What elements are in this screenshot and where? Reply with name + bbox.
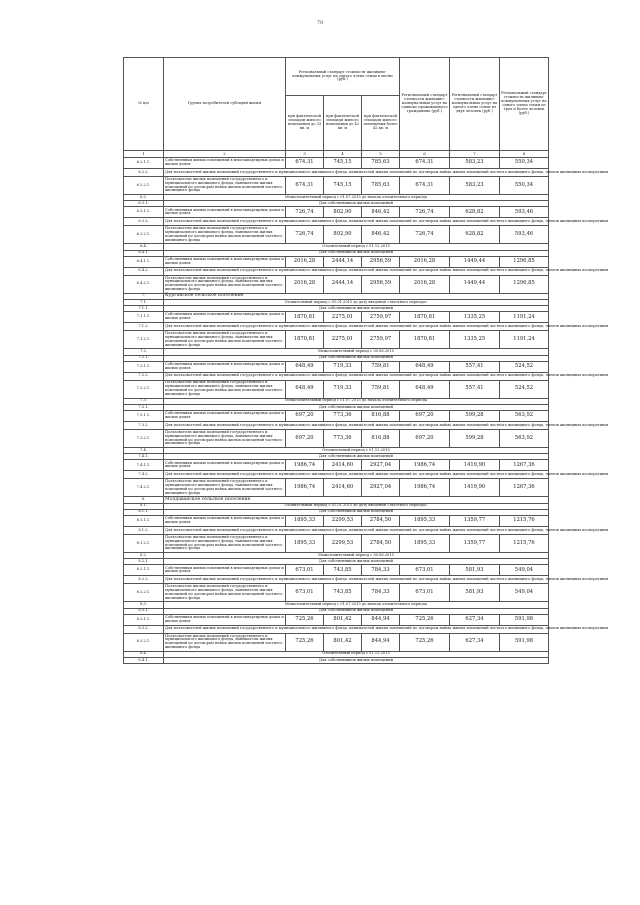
subgroup-heading: Для пользователей жилых помещений государственного и муниципального жилищного фонда, нанимателей жилых помещений по договорам найма жилых помещений частного жилищного фонда, членов жилищных кооперативов <box>164 422 549 430</box>
value-cell: 2759,97 <box>362 312 400 323</box>
table-row <box>124 312 549 323</box>
value-cell: 773,36 <box>324 430 362 448</box>
value-cell: 599,28 <box>450 430 500 448</box>
value-cell: 846,42 <box>362 207 400 218</box>
row-number: 7.1.2. <box>124 323 164 331</box>
value-cell: 726,74 <box>286 226 324 244</box>
row-number: 7.4.2.1. <box>124 479 164 497</box>
value-cell: 593,46 <box>500 207 549 218</box>
value-cell: 2299,53 <box>324 535 362 553</box>
value-cell: 1870,81 <box>286 312 324 323</box>
value-cell: 1870,81 <box>400 331 450 349</box>
row-number: 6.3.1. <box>124 201 164 207</box>
section-heading: Для собственников жилых помещений <box>164 559 549 565</box>
table-row <box>124 207 549 218</box>
value-cell: 674,31 <box>400 158 450 169</box>
value-cell: 549,04 <box>500 584 549 602</box>
table-row <box>124 584 549 602</box>
section-heading: Для собственников жилых помещений <box>164 250 549 256</box>
row-number: 7.4. <box>124 448 164 454</box>
section-heading: Отопительный период с 01.12.2015 <box>164 244 549 250</box>
table-row <box>124 657 549 663</box>
row-group-name: Собственники жилых помещений в многоквартирных домах и жилых домов <box>164 565 286 576</box>
row-number: 8.1.2.1. <box>124 535 164 553</box>
row-number: 7.1.1.1. <box>124 312 164 323</box>
value-cell: 2016,28 <box>286 275 324 293</box>
value-cell: 1335,25 <box>450 312 500 323</box>
value-cell: 549,04 <box>500 565 549 576</box>
value-cell: 550,34 <box>500 177 549 195</box>
row-number: 7.4.1. <box>124 454 164 460</box>
value-cell: 2444,14 <box>324 256 362 267</box>
table-row <box>124 516 549 527</box>
row-number: 8.4. <box>124 651 164 657</box>
value-cell: 2016,28 <box>400 275 450 293</box>
value-cell: 1986,74 <box>400 479 450 497</box>
row-group-name: Собственники жилых помещений в многоквартирных домах и жилых домов <box>164 207 286 218</box>
section-heading: Межотопительный период с 30.06.2015 <box>164 553 549 559</box>
column-number: 5 <box>362 151 400 158</box>
value-cell: 563,92 <box>500 411 549 422</box>
section-heading: Отопительный период с 01.12.2015 <box>164 448 549 454</box>
header-three: Региональный стандарт стоимости жилищно-коммунальных услуг на одного члена семьи из трех и более человек (руб.) <box>500 58 549 151</box>
value-cell: 674,31 <box>286 177 324 195</box>
section-heading: Для собственников жилых помещений <box>164 201 549 207</box>
value-cell: 726,74 <box>400 207 450 218</box>
value-cell: 1191,24 <box>500 312 549 323</box>
row-number: 8.2.2.1. <box>124 584 164 602</box>
value-cell: 2275,01 <box>324 312 362 323</box>
value-cell: 802,90 <box>324 226 362 244</box>
row-number: 7.2.1. <box>124 355 164 361</box>
value-cell: 1267,36 <box>500 460 549 471</box>
value-cell: 591,98 <box>500 633 549 651</box>
value-cell: 697,20 <box>286 411 324 422</box>
row-number: 7.4.1.1. <box>124 460 164 471</box>
row-number: 8.2.2. <box>124 576 164 584</box>
column-number: 1 <box>124 151 164 158</box>
value-cell: 2784,50 <box>362 516 400 527</box>
value-cell: 628,82 <box>450 207 500 218</box>
column-number: 6 <box>400 151 450 158</box>
table-row <box>124 535 549 553</box>
value-cell: 725,26 <box>286 633 324 651</box>
value-cell: 599,28 <box>450 411 500 422</box>
section-heading: Для собственников жилых помещений <box>164 657 549 663</box>
table-row <box>124 527 549 535</box>
column-number: 2 <box>164 151 286 158</box>
subgroup-heading: Для пользователей жилых помещений государственного и муниципального жилищного фонда, нанимателей жилых помещений по договорам найма жилых помещений частного жилищного фонда, членов жилищных кооперативов <box>164 169 549 177</box>
value-cell: 627,34 <box>450 614 500 625</box>
value-cell: 550,34 <box>500 158 549 169</box>
row-number: 8.3.2.1. <box>124 633 164 651</box>
value-cell: 2275,01 <box>324 331 362 349</box>
row-group-name: Собственники жилых помещений в многоквартирных домах и жилых домов <box>164 256 286 267</box>
row-number: 8.1.1. <box>124 509 164 515</box>
header-sub-b: при фактической площади жилого помещения до 42 кв. м <box>324 96 362 151</box>
value-cell: 759,81 <box>362 361 400 372</box>
value-cell: 557,41 <box>450 380 500 398</box>
section-heading: Межотопительный период с 30.06.2015 <box>164 349 549 355</box>
table-row <box>124 177 549 195</box>
table-row <box>124 614 549 625</box>
value-cell: 1267,36 <box>500 479 549 497</box>
table-row <box>124 323 549 331</box>
row-number: 7.3.2.1. <box>124 430 164 448</box>
row-group-name: Собственники жилых помещений в многоквартирных домах и жилых домов <box>164 411 286 422</box>
value-cell: 1986,74 <box>286 460 324 471</box>
value-cell: 1895,33 <box>286 535 324 553</box>
row-number: 7.1.2.1. <box>124 331 164 349</box>
value-cell: 1419,90 <box>450 460 500 471</box>
housing-standards-table <box>123 57 609 664</box>
value-cell: 725,26 <box>286 614 324 625</box>
row-number: 7.3. <box>124 398 164 404</box>
row-group-name: Собственники жилых помещений в многоквартирных домах и жилых домов <box>164 614 286 625</box>
value-cell: 1215,76 <box>500 516 549 527</box>
table-row <box>124 372 549 380</box>
value-cell: 844,94 <box>362 633 400 651</box>
row-group-name: Пользователи жилых помещений государственного и муниципального жилищного фонда, наниматели жилых помещений по договорам найма жилых помещений частного жилищного фонда <box>164 226 286 244</box>
table-row <box>124 226 549 244</box>
table-row <box>124 430 549 448</box>
row-number: 7.3.1.1. <box>124 411 164 422</box>
table-row <box>124 576 549 584</box>
row-group-name: Пользователи жилых помещений государственного и муниципального жилищного фонда, наниматели жилых помещений по договорам найма жилых помещений частного жилищного фонда <box>164 479 286 497</box>
value-cell: 802,90 <box>324 207 362 218</box>
value-cell: 2759,97 <box>362 331 400 349</box>
page-number: 70 <box>316 20 324 26</box>
table-row <box>124 158 549 169</box>
value-cell: 648,49 <box>400 361 450 372</box>
row-group-name: Пользователи жилых помещений государственного и муниципального жилищного фонда, наниматели жилых помещений по договорам найма жилых помещений частного жилищного фонда <box>164 633 286 651</box>
header-single: Региональный стандарт стоимости жилищно-коммунальных услуг на одиноко проживающего гражданина (руб.) <box>400 58 450 151</box>
value-cell: 1895,33 <box>400 516 450 527</box>
value-cell: 801,42 <box>324 633 362 651</box>
row-number: 7.4.2. <box>124 471 164 479</box>
subgroup-heading: Для пользователей жилых помещений государственного и муниципального жилищного фонда, нанимателей жилых помещений по договорам найма жилых помещений частного жилищного фонда, членов жилищных кооперативов <box>164 218 549 226</box>
value-cell: 784,33 <box>362 565 400 576</box>
section-heading: Отопительный период с 01.12.2015 <box>164 651 549 657</box>
value-cell: 583,23 <box>450 177 500 195</box>
section-heading: Межотопительный период с 01.07.2015 до начала отопительного периода <box>164 195 549 201</box>
row-number: 8.1.1.1. <box>124 516 164 527</box>
row-number: 8.1.2. <box>124 527 164 535</box>
value-cell: 627,34 <box>450 633 500 651</box>
value-cell: 673,01 <box>286 584 324 602</box>
settlement-heading: Молдаванское сельское поселение <box>164 497 549 503</box>
table-row <box>124 460 549 471</box>
row-number: 6.2.1.1. <box>124 158 164 169</box>
row-number: 8.1. <box>124 503 164 509</box>
value-cell: 1895,33 <box>286 516 324 527</box>
row-group-name: Пользователи жилых помещений государственного и муниципального жилищного фонда, наниматели жилых помещений по договорам найма жилых помещений частного жилищного фонда <box>164 584 286 602</box>
value-cell: 743,85 <box>324 584 362 602</box>
row-group-name: Пользователи жилых помещений государственного и муниципального жилищного фонда, наниматели жилых помещений по договорам найма жилых помещений частного жилищного фонда <box>164 177 286 195</box>
column-number: 4 <box>324 151 362 158</box>
subgroup-heading: Для пользователей жилых помещений государственного и муниципального жилищного фонда, нанимателей жилых помещений по договорам найма жилых помещений частного жилищного фонда, членов жилищных кооперативов <box>164 471 549 479</box>
value-cell: 673,01 <box>400 584 450 602</box>
row-number: 8.2.1.1. <box>124 565 164 576</box>
value-cell: 1419,90 <box>450 479 500 497</box>
value-cell: 673,01 <box>286 565 324 576</box>
header-two: Региональный стандарт стоимости жилищно-коммунальных услуг на одного члена семьи из двух человек (руб.) <box>450 58 500 151</box>
value-cell: 719,33 <box>324 361 362 372</box>
table-row <box>124 411 549 422</box>
row-number: 7.3.1. <box>124 404 164 410</box>
row-number: 7.1. <box>124 299 164 305</box>
value-cell: 581,93 <box>450 584 500 602</box>
value-cell: 816,88 <box>362 411 400 422</box>
value-cell: 697,20 <box>400 430 450 448</box>
value-cell: 1191,24 <box>500 331 549 349</box>
row-group-name: Пользователи жилых помещений государственного и муниципального жилищного фонда, наниматели жилых помещений по договорам найма жилых помещений частного жилищного фонда <box>164 430 286 448</box>
section-heading: Для собственников жилых помещений <box>164 608 549 614</box>
section-heading: Для собственников жилых помещений <box>164 509 549 515</box>
value-cell: 1359,77 <box>450 535 500 553</box>
value-cell: 2299,53 <box>324 516 362 527</box>
row-number: 7.2. <box>124 349 164 355</box>
row-number: 6.3. <box>124 195 164 201</box>
value-cell: 1870,81 <box>400 312 450 323</box>
value-cell: 524,52 <box>500 380 549 398</box>
value-cell: 719,33 <box>324 380 362 398</box>
row-number: 6.2.2.1. <box>124 177 164 195</box>
section-heading: Межотопительный период с 01.07.2015 до начала отопительного периода <box>164 602 549 608</box>
value-cell: 844,94 <box>362 614 400 625</box>
value-cell: 725,26 <box>400 614 450 625</box>
section-heading: Отопительный период с 01.01.2015 до дату введения «льготного периода» <box>164 299 549 305</box>
value-cell: 673,01 <box>400 565 450 576</box>
row-number: 8. <box>124 497 164 503</box>
table-row <box>124 479 549 497</box>
header-sub-a: при фактической площади жилого помещения до 33 кв. м <box>286 96 324 151</box>
value-cell: 674,31 <box>286 158 324 169</box>
value-cell: 648,49 <box>400 380 450 398</box>
value-cell: 628,82 <box>450 226 500 244</box>
row-number: 6.4.2. <box>124 267 164 275</box>
subgroup-heading: Для пользователей жилых помещений государственного и муниципального жилищного фонда, нанимателей жилых помещений по договорам найма жилых помещений частного жилищного фонда, членов жилищных кооперативов <box>164 372 549 380</box>
value-cell: 743,85 <box>324 565 362 576</box>
value-cell: 2784,50 <box>362 535 400 553</box>
section-heading: Отопительный период с 01.01.2015 до дату введения «льготного периода» <box>164 503 549 509</box>
value-cell: 1986,74 <box>400 460 450 471</box>
value-cell: 726,74 <box>286 207 324 218</box>
row-number: 6.4.2.1. <box>124 275 164 293</box>
subgroup-heading: Для пользователей жилых помещений государственного и муниципального жилищного фонда, нанимателей жилых помещений по договорам найма жилых помещений частного жилищного фонда, членов жилищных кооперативов <box>164 267 549 275</box>
row-group-name: Собственники жилых помещений в многоквартирных домах и жилых домов <box>164 361 286 372</box>
value-cell: 583,23 <box>450 158 500 169</box>
value-cell: 1296,85 <box>500 256 549 267</box>
value-cell: 581,93 <box>450 565 500 576</box>
value-cell: 1215,76 <box>500 535 549 553</box>
row-number: 6.3.2.1. <box>124 226 164 244</box>
section-heading: Для собственников жилых помещений <box>164 355 549 361</box>
table-row <box>124 169 549 177</box>
value-cell: 2927,04 <box>362 479 400 497</box>
row-number: 6.3.1.1. <box>124 207 164 218</box>
value-cell: 674,31 <box>400 177 450 195</box>
table-row <box>124 267 549 275</box>
row-group-name: Пользователи жилых помещений государственного и муниципального жилищного фонда, наниматели жилых помещений по договорам найма жилых помещений частного жилищного фонда <box>164 331 286 349</box>
value-cell: 1986,74 <box>286 479 324 497</box>
table-row <box>124 625 549 633</box>
section-heading: Для собственников жилых помещений <box>164 454 549 460</box>
value-cell: 785,63 <box>362 158 400 169</box>
row-number: 8.3.1.1. <box>124 614 164 625</box>
table-row <box>124 256 549 267</box>
value-cell: 785,63 <box>362 177 400 195</box>
row-number: 6.2.2. <box>124 169 164 177</box>
row-group-name: Собственники жилых помещений в многоквартирных домах и жилых домов <box>164 516 286 527</box>
value-cell: 1335,25 <box>450 331 500 349</box>
subgroup-heading: Для пользователей жилых помещений государственного и муниципального жилищного фонда, нанимателей жилых помещений по договорам найма жилых помещений частного жилищного фонда, членов жилищных кооперативов <box>164 576 549 584</box>
value-cell: 2927,04 <box>362 460 400 471</box>
row-number: 7. <box>124 293 164 299</box>
value-cell: 745,15 <box>324 177 362 195</box>
value-cell: 593,46 <box>500 226 549 244</box>
row-number: 7.2.1.1. <box>124 361 164 372</box>
value-cell: 2414,60 <box>324 479 362 497</box>
value-cell: 2956,59 <box>362 275 400 293</box>
table-row <box>124 471 549 479</box>
row-group-name: Пользователи жилых помещений государственного и муниципального жилищного фонда, наниматели жилых помещений по договорам найма жилых помещений частного жилищного фонда <box>164 380 286 398</box>
row-number: 8.4.1. <box>124 657 164 663</box>
value-cell: 591,98 <box>500 614 549 625</box>
row-group-name: Собственники жилых помещений в многоквартирных домах и жилых домов <box>164 158 286 169</box>
value-cell: 2956,59 <box>362 256 400 267</box>
column-number: 3 <box>286 151 324 158</box>
row-number: 7.3.2. <box>124 422 164 430</box>
section-heading: Межотопительный период с 01.07.2015 до начала отопительного периода <box>164 398 549 404</box>
value-cell: 2016,28 <box>286 256 324 267</box>
value-cell: 697,20 <box>286 430 324 448</box>
row-number: 7.2.2. <box>124 372 164 380</box>
header-group: Группа потребителей субсидий жилья <box>164 58 286 151</box>
value-cell: 725,26 <box>400 633 450 651</box>
value-cell: 1449,44 <box>450 275 500 293</box>
value-cell: 745,15 <box>324 158 362 169</box>
value-cell: 816,88 <box>362 430 400 448</box>
row-group-name: Собственники жилых помещений в многоквартирных домах и жилых домов <box>164 460 286 471</box>
value-cell: 1359,77 <box>450 516 500 527</box>
value-cell: 1895,33 <box>400 535 450 553</box>
settlement-heading: Курганское сельское поселение <box>164 293 549 299</box>
table-row <box>124 361 549 372</box>
value-cell: 801,42 <box>324 614 362 625</box>
row-number: 8.2. <box>124 553 164 559</box>
subgroup-heading: Для пользователей жилых помещений государственного и муниципального жилищного фонда, нанимателей жилых помещений по договорам найма жилых помещений частного жилищного фонда, членов жилищных кооперативов <box>164 527 549 535</box>
value-cell: 524,52 <box>500 361 549 372</box>
row-group-name: Собственники жилых помещений в многоквартирных домах и жилых домов <box>164 312 286 323</box>
header-rate-group: Региональный стандарт стоимости жилищно-коммунальных услуг на одного члена семьи в месяц (руб.) <box>286 58 400 96</box>
value-cell: 846,42 <box>362 226 400 244</box>
row-number: 6.4. <box>124 244 164 250</box>
value-cell: 1870,81 <box>286 331 324 349</box>
row-number: 8.2.1. <box>124 559 164 565</box>
column-number: 7 <box>450 151 500 158</box>
value-cell: 1449,44 <box>450 256 500 267</box>
row-number: 7.1.1. <box>124 306 164 312</box>
row-number: 6.4.1.1. <box>124 256 164 267</box>
row-group-name: Пользователи жилых помещений государственного и муниципального жилищного фонда, наниматели жилых помещений по договорам найма жилых помещений частного жилищного фонда <box>164 535 286 553</box>
row-number: 8.3. <box>124 602 164 608</box>
row-number: 6.4.1. <box>124 250 164 256</box>
table-row <box>124 565 549 576</box>
value-cell: 648,49 <box>286 361 324 372</box>
value-cell: 2414,60 <box>324 460 362 471</box>
table-row <box>124 331 549 349</box>
row-number: 6.3.2. <box>124 218 164 226</box>
value-cell: 726,74 <box>400 226 450 244</box>
table-row <box>124 422 549 430</box>
value-cell: 784,33 <box>362 584 400 602</box>
header-number: № п/п <box>124 58 164 151</box>
row-group-name: Пользователи жилых помещений государственного и муниципального жилищного фонда, наниматели жилых помещений по договорам найма жилых помещений частного жилищного фонда <box>164 275 286 293</box>
header-sub-c: при фактической площади жилого помещения более 42 кв. м <box>362 96 400 151</box>
value-cell: 759,81 <box>362 380 400 398</box>
section-heading: Для собственников жилых помещений <box>164 404 549 410</box>
table-row <box>124 633 549 651</box>
section-heading: Для собственников жилых помещений <box>164 306 549 312</box>
row-number: 7.2.2.1. <box>124 380 164 398</box>
subgroup-heading: Для пользователей жилых помещений государственного и муниципального жилищного фонда, нанимателей жилых помещений по договорам найма жилых помещений частного жилищного фонда, членов жилищных кооперативов <box>164 625 549 633</box>
value-cell: 2444,14 <box>324 275 362 293</box>
table-row <box>124 380 549 398</box>
table-row <box>124 275 549 293</box>
value-cell: 697,20 <box>400 411 450 422</box>
value-cell: 563,92 <box>500 430 549 448</box>
table-row <box>124 218 549 226</box>
value-cell: 1296,85 <box>500 275 549 293</box>
column-number: 8 <box>500 151 549 158</box>
value-cell: 2016,28 <box>400 256 450 267</box>
value-cell: 648,49 <box>286 380 324 398</box>
subgroup-heading: Для пользователей жилых помещений государственного и муниципального жилищного фонда, нанимателей жилых помещений по договорам найма жилых помещений частного жилищного фонда, членов жилищных кооперативов <box>164 323 549 331</box>
value-cell: 557,41 <box>450 361 500 372</box>
value-cell: 773,36 <box>324 411 362 422</box>
row-number: 8.3.1. <box>124 608 164 614</box>
row-number: 8.3.2. <box>124 625 164 633</box>
